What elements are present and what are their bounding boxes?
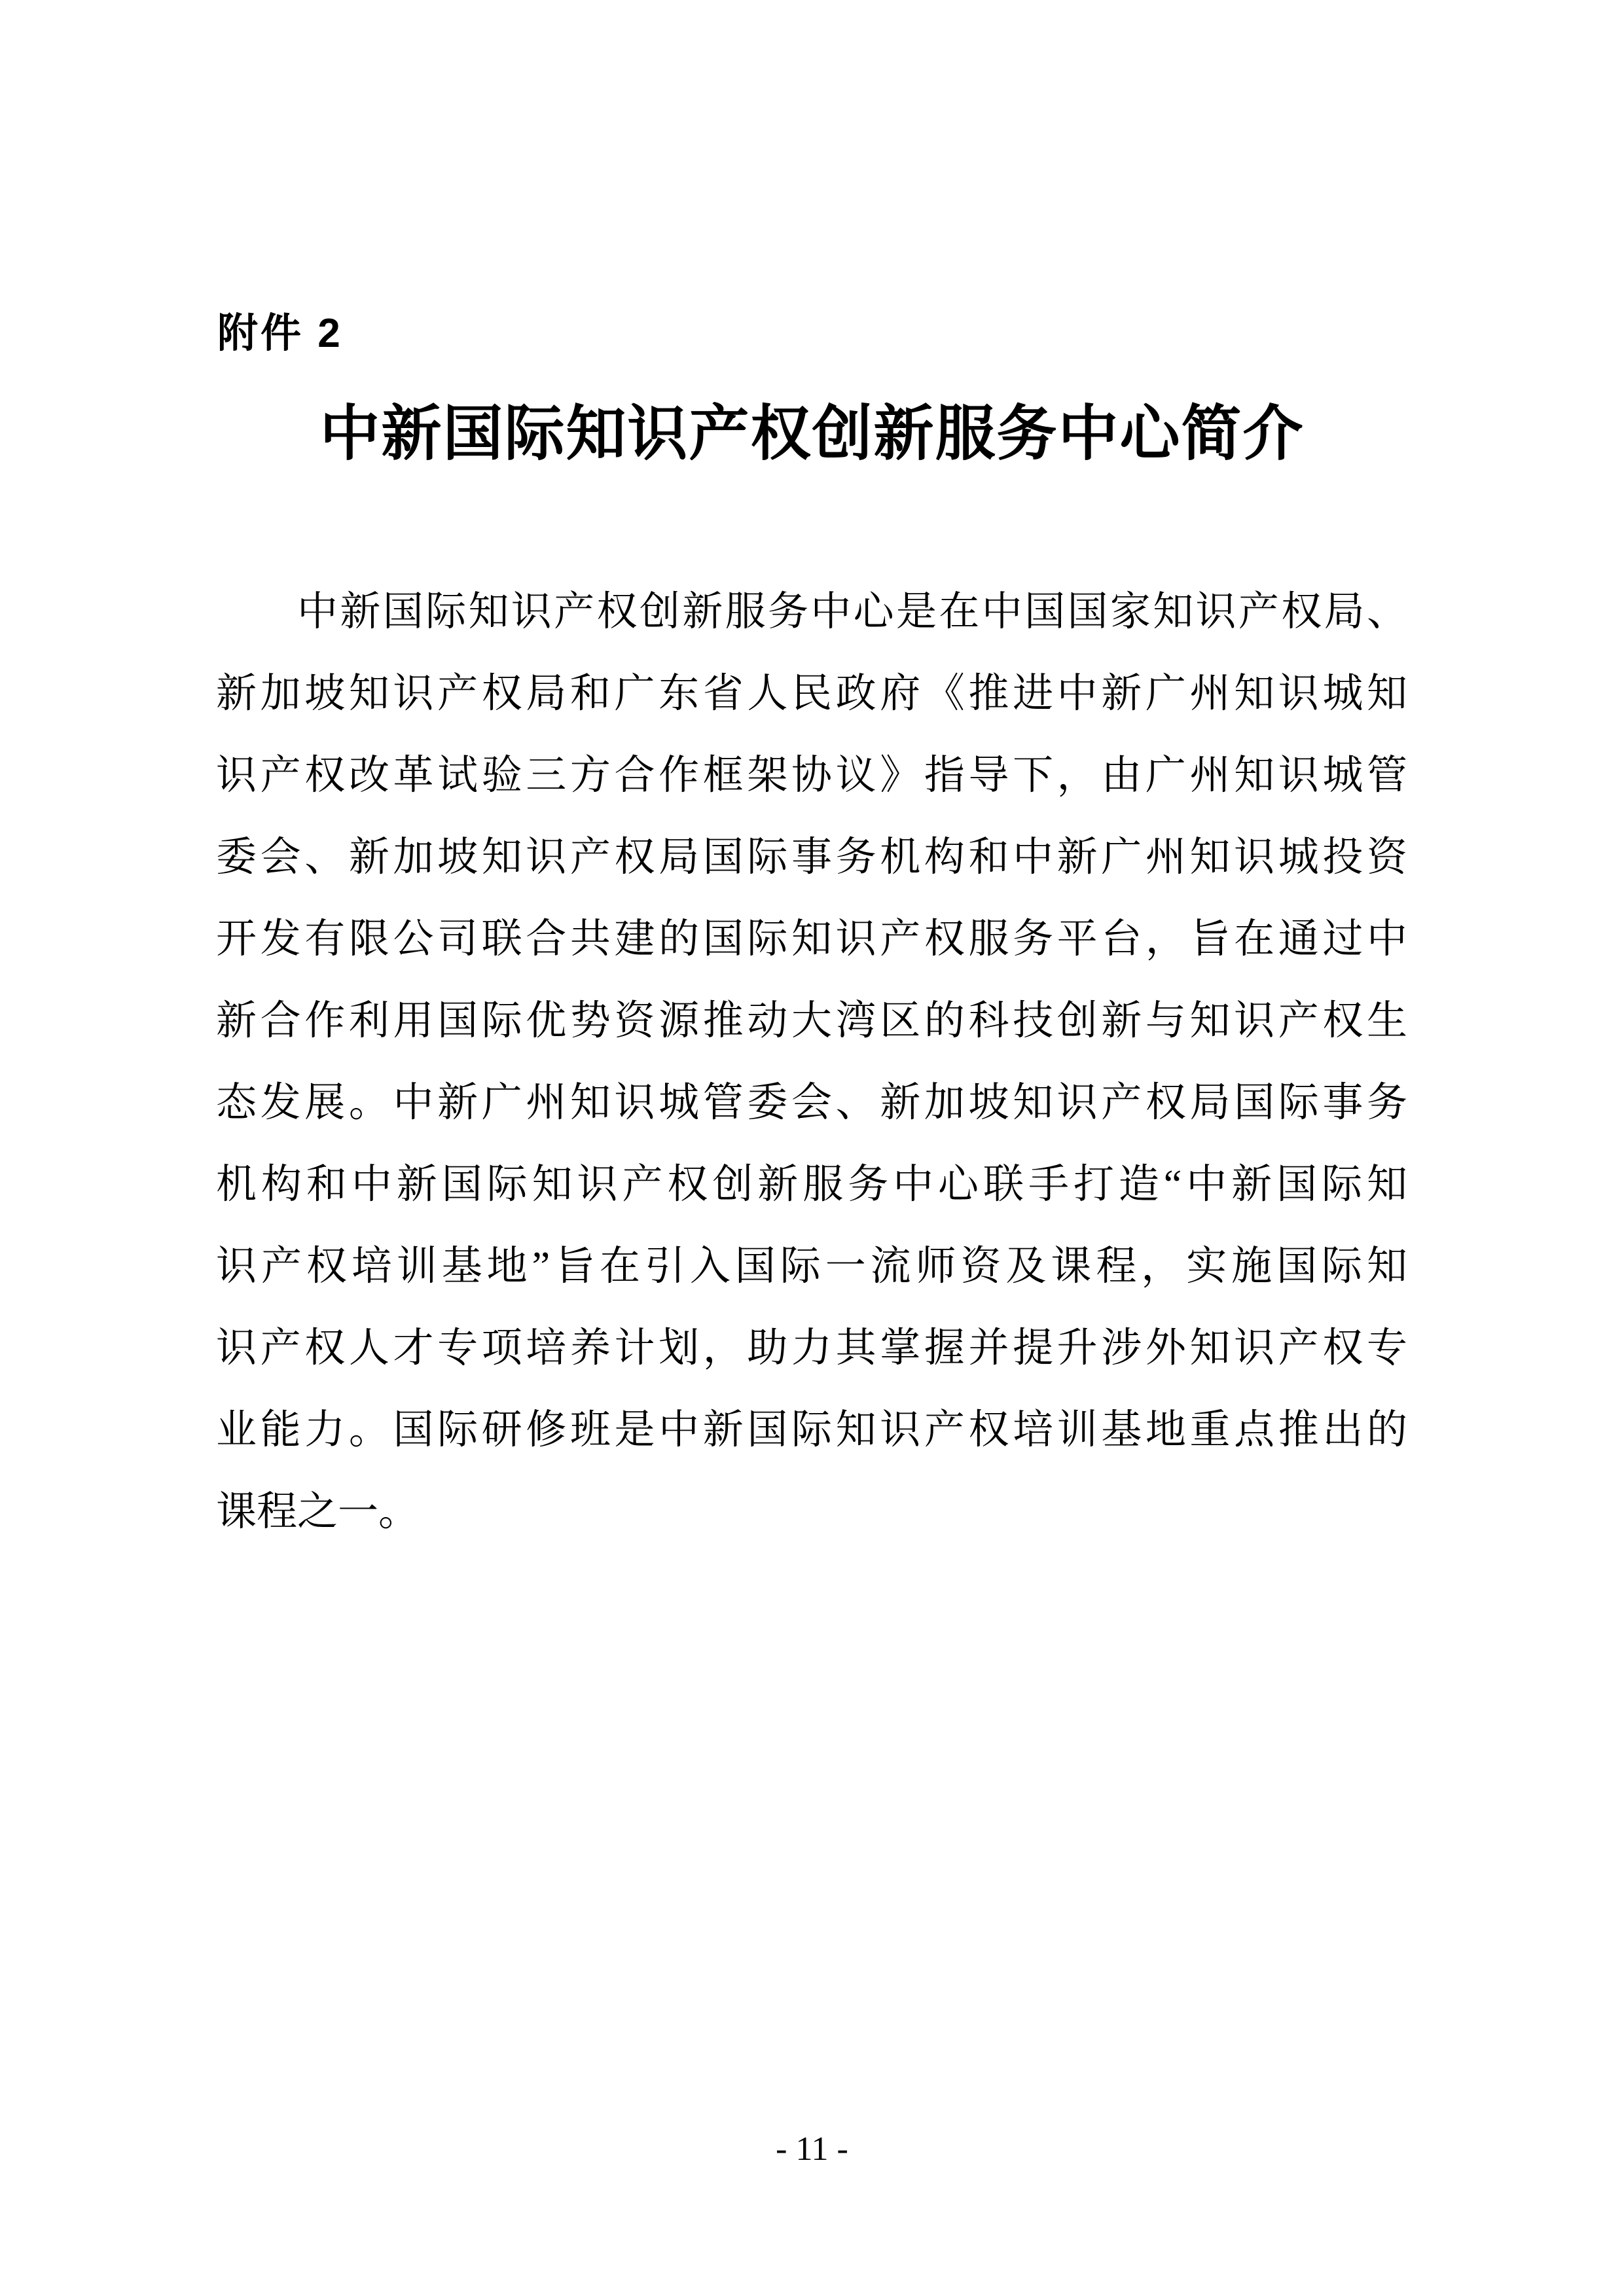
paragraph-line: 识产权人才专项培养计划，助力其掌握并提升涉外知识产权专 [216,1326,1407,1371]
paragraph-line: 新加坡知识产权局和广东省人民政府《推进中新广州知识城知 [216,672,1407,716]
paragraph-line: 开发有限公司联合共建的国际知识产权服务平台，旨在通过中 [216,917,1407,961]
paragraph-line: 新合作利用国际优势资源推动大湾区的科技创新与知识产权生 [216,999,1407,1043]
page-title: 中新国际知识产权创新服务中心简介 [319,401,1305,467]
paragraph-line: 课程之一。 [216,1490,420,1534]
attachment-label: 附件 2 [217,311,343,356]
page-number: - 11 - [776,2130,848,2168]
paragraph-line: 识产权改革试验三方合作框架协议》指导下，由广州知识城管 [216,753,1407,798]
paragraph-line: 态发展。中新广州知识城管委会、新加坡知识产权局国际事务 [216,1081,1407,1125]
paragraph-line: 识产权培训基地”旨在引入国际一流师资及课程，实施国际知 [216,1244,1407,1289]
paragraph-line: 机构和中新国际知识产权创新服务中心联手打造“中新国际知 [216,1162,1407,1207]
paragraph-line: 委会、新加坡知识产权局国际事务机构和中新广州知识城投资 [216,835,1407,880]
paragraph-line: 业能力。国际研修班是中新国际知识产权培训基地重点推出的 [216,1408,1407,1452]
body-paragraph [216,571,1407,1553]
paragraph-line: 中新国际知识产权创新服务中心是在中国国家知识产权局、 [297,590,1407,634]
